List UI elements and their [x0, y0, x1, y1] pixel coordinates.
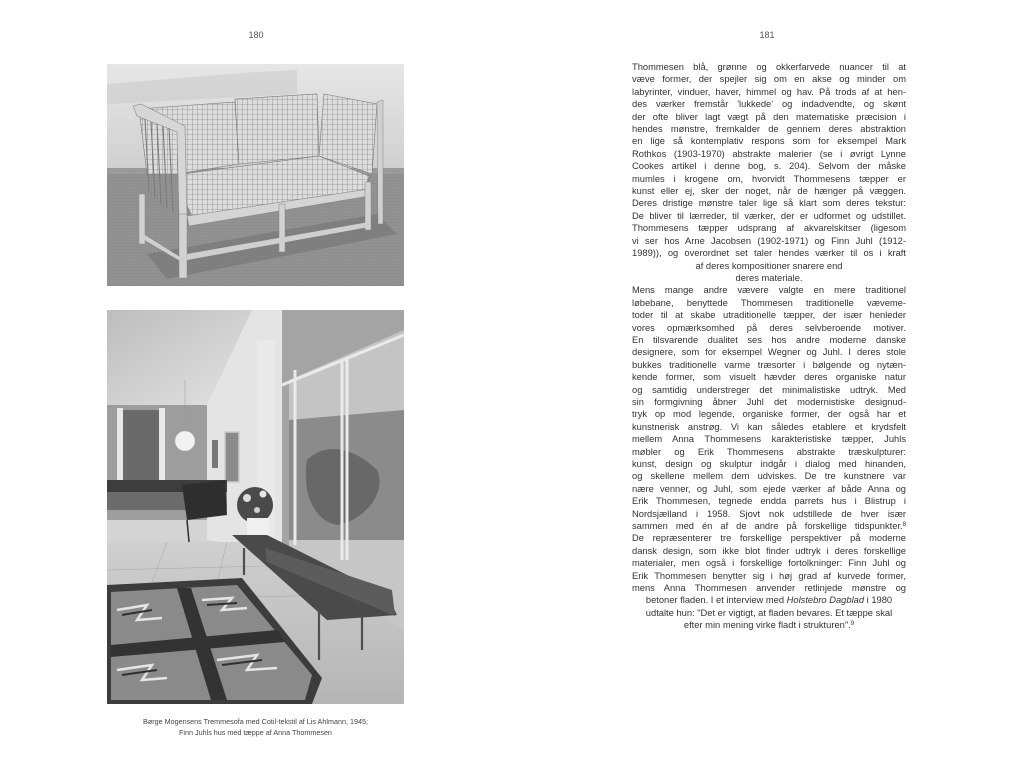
- body-text: [632, 61, 906, 632]
- body-line: kunstnerisk anstrøg. Vi kan således etablere et krydsfelt: [632, 421, 906, 432]
- body-line: labyrinter, vinduer, haver, himmel og hav. På trods af at hen-: [632, 86, 906, 97]
- body-line: Deres dristige mønstre taler lige så klart som deres tekstur:: [632, 198, 906, 209]
- body-line: Erik Thommesen benytter sig i høj grad af kurvede former,: [632, 570, 906, 581]
- body-line: kende former, som visuelt hævder deres organiske natur: [632, 372, 906, 383]
- sofa-photo: [107, 64, 404, 286]
- body-line: Thommesen blå, grønne og okkerfarvede nuancer til at: [632, 62, 906, 72]
- body-line: hendes mønstre, fremkalder de gennem deres abstraktion: [632, 124, 906, 135]
- footnote-ref-8: 8: [902, 522, 906, 529]
- caption-line-1: Børge Mogensens Tremmesofa med Cotil-tekstil af Lis Ahlmann, 1945;: [143, 717, 368, 726]
- body-line: og skellene mellem dem udviskes. De tre kunstnere var: [632, 471, 906, 482]
- body-line: af deres kompositioner snarere end: [695, 260, 843, 271]
- body-line: mumles i krogene om, hvorvidt Thommesens tæpper er: [632, 173, 906, 184]
- body-line: kunst eller ej, sker der noget, når de hænger på væggen.: [632, 186, 906, 197]
- body-line: De repræsenterer tre forskellige perspektiver på moderne: [632, 533, 906, 544]
- body-line-text: betoner fladen. I et interview med: [645, 595, 787, 606]
- body-line: vi ser hos Arne Jacobsen (1902-1971) og Finn Juhl (1912-: [632, 235, 906, 246]
- room-photo-image: [107, 310, 404, 704]
- body-line: Erik Thommesen, tegnede endda parrets hus i Blistrup i: [632, 496, 906, 507]
- body-line: tryk op mod legende, organiske former, der også har et: [632, 409, 906, 420]
- body-line-with-footnote: [632, 520, 906, 532]
- room-photo: [107, 310, 404, 704]
- body-line: dansk design, som ikke blot finder udtryk i deres forskellige: [632, 545, 906, 556]
- body-line: der ofte bliver lagt vægt på den matematiske præcision i: [632, 111, 906, 122]
- body-line: 1989)), og overordnet set taler hendes værker til os i kraft: [632, 248, 906, 259]
- body-line: nære venner, og Juhl, som ejede værker af både Anna og: [632, 483, 906, 494]
- body-line-with-italic: [632, 594, 906, 606]
- sofa-photo-image: [107, 64, 404, 286]
- body-line: Nordsjælland i 1958. Sjovt nok udstillede de hver især: [632, 508, 906, 519]
- body-line: toder til at skabe utraditionelle tæpper, der især henleder: [632, 310, 906, 321]
- body-line: De bliver til lærreder, til værker, der er udformet og udstillet.: [632, 210, 906, 221]
- body-line: Cookes artikel i denne bog, s. 204). Selvom der måske: [632, 161, 906, 172]
- body-line: En tilsvarende dualitet ses hos andre moderne danske: [632, 334, 906, 345]
- body-line: møbler og Erik Thommesens abstrakte træskulpturer:: [632, 446, 906, 457]
- body-line: Thommesens tæpper udsprang af akvarelskitser (ligesom: [632, 223, 906, 234]
- body-line: mens Anna Thommesen anvender retlinjede mønstre og: [632, 583, 906, 594]
- body-line-with-footnote: [632, 619, 906, 631]
- body-line: mellem Anna Thommesens karakteristiske tæpper, Juhls: [632, 434, 906, 445]
- body-line-text: sammen med én af de andre på forskellige tidspunkter.: [632, 521, 903, 532]
- photo-caption: [107, 716, 404, 738]
- caption-line-2: Finn Juhls hus med tæppe af Anna Thommesen: [179, 728, 332, 737]
- body-line: vores opmærksomhed på deres selvberoende motiver.: [632, 322, 906, 333]
- body-line: designere, som for eksempel Wegner og Juhl. I deres stole: [632, 347, 906, 358]
- body-line: des værker fremstår 'lukkede' og indadvendte, og skønt: [632, 99, 906, 110]
- body-line: materialer, men også i forskellige fortolkninger: Finn Juhl og: [632, 558, 906, 569]
- newspaper-title: Holstebro Dagblad: [786, 595, 865, 606]
- body-line: en lige så kontemplativ respons som for eksempel Mark: [632, 136, 906, 147]
- page-number-left: 180: [248, 30, 264, 40]
- body-line: sin formgivning åbner Juhl det modernistiske designud-: [632, 396, 906, 407]
- body-line: Rothkos (1903-1970) abstrakte malerier (se i øvrigt Lynne: [632, 148, 906, 159]
- body-line-text: efter min mening virke fladt i strukturen".: [683, 620, 851, 631]
- body-line: løbebane, benyttede Thommesen traditionelle væveme-: [632, 297, 906, 308]
- body-line-text: i 1980: [864, 595, 893, 606]
- body-line: kunst, design og skulptur indgår i dialog med hinanden,: [632, 459, 906, 469]
- body-line: deres materiale.: [735, 272, 803, 283]
- page-number-right: 181: [759, 30, 775, 40]
- body-line: bukkes traditionelle varme træsorter i bølgende og nytæn-: [632, 359, 906, 370]
- body-line: udtalte hun: "Det er vigtigt, at fladen bevares. Et tæppe skal: [645, 607, 893, 618]
- body-line: og samtidig understreger det minimalistiske udtryk. Med: [632, 384, 906, 395]
- body-line: væve former, der spejler sig om en akse og minder om: [632, 74, 906, 85]
- body-line: Mens mange andre vævere valgte en mere traditionel: [632, 285, 906, 296]
- footnote-ref-9: 9: [850, 621, 855, 628]
